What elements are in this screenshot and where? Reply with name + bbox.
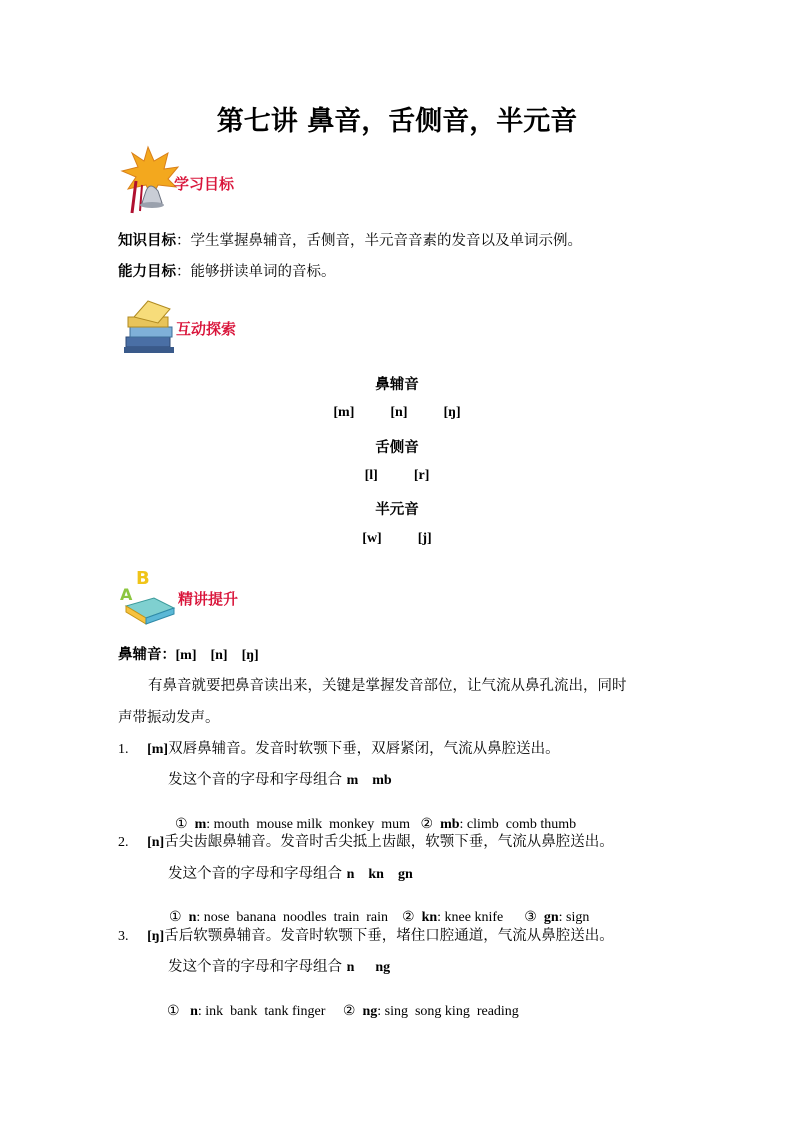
example-words: : mouth mouse milk monkey mum bbox=[206, 817, 411, 832]
example-mark: ② bbox=[342, 1004, 356, 1019]
letters-list: m mb bbox=[346, 773, 392, 788]
item-m bbox=[118, 737, 560, 758]
example-words: : sing song king reading bbox=[377, 1004, 519, 1019]
improve-banner bbox=[118, 562, 258, 632]
item-symbol: [n] bbox=[147, 835, 165, 850]
nasal-section-heading bbox=[118, 643, 259, 664]
lateral-heading: 舌侧音 bbox=[375, 439, 419, 456]
item-ng-letters bbox=[168, 955, 390, 976]
example-mark: ① bbox=[175, 817, 188, 832]
ability-goal-text: ：能够拼读单词的音标。 bbox=[176, 264, 336, 280]
example-words: : climb comb thumb bbox=[459, 817, 577, 832]
item-number: 2. bbox=[118, 835, 129, 850]
example-words: : ink bank tank finger bbox=[197, 1004, 326, 1019]
ability-goal-label: 能力目标 bbox=[118, 263, 176, 280]
improve-banner-label: 精讲提升 bbox=[178, 590, 239, 608]
goals-banner-label: 学习目标 bbox=[174, 175, 235, 193]
semivowel-symbol-j: [j] bbox=[417, 531, 432, 546]
example-words: : knee knife bbox=[437, 910, 504, 925]
example-key: n bbox=[190, 1004, 198, 1019]
knowledge-goal bbox=[118, 229, 582, 250]
semivowel-heading: 半元音 bbox=[375, 501, 419, 518]
letter-b-icon: B bbox=[136, 568, 150, 589]
letters-prefix: 发这个音的字母和字母组合 bbox=[168, 959, 342, 975]
nasal-symbol-m: [m] bbox=[333, 405, 355, 420]
item-n-letters bbox=[168, 862, 413, 883]
item-ng bbox=[118, 924, 614, 945]
explore-banner-label: 互动探索 bbox=[176, 320, 237, 338]
letter-a-icon: A bbox=[120, 585, 133, 604]
lateral-symbol-l: [l] bbox=[364, 468, 378, 483]
lateral-symbol-r: [r] bbox=[413, 468, 430, 483]
nasal-symbol-ng: [ŋ] bbox=[443, 405, 461, 420]
example-mark: ① bbox=[169, 910, 182, 925]
item-n-examples bbox=[162, 893, 589, 926]
item-ng-examples bbox=[160, 987, 519, 1020]
nasal-section-label: 鼻辅音 bbox=[118, 646, 162, 663]
knowledge-goal-text: ：学生掌握鼻辅音，舌侧音，半元音音素的发音以及单词示例。 bbox=[176, 233, 582, 249]
example-words: : sign bbox=[558, 910, 590, 925]
letters-list: n kn gn bbox=[346, 867, 413, 882]
example-key: kn bbox=[421, 910, 438, 925]
item-description: 双唇鼻辅音。发音时软颚下垂，双唇紧闭，气流从鼻腔送出。 bbox=[168, 741, 560, 757]
nasal-symbol-n: [n] bbox=[390, 405, 408, 420]
example-key: m bbox=[194, 817, 207, 832]
nasal-symbols bbox=[0, 405, 794, 421]
example-key: mb bbox=[440, 817, 460, 832]
intro-line-1: 有鼻音就要把鼻音读出来，关键是掌握发音部位，让气流从鼻孔流出，同时 bbox=[148, 678, 627, 694]
example-words: : nose banana noodles train rain bbox=[196, 910, 389, 925]
letters-prefix: 发这个音的字母和字母组合 bbox=[168, 772, 342, 788]
explore-banner bbox=[118, 293, 258, 363]
item-number: 3. bbox=[118, 929, 129, 944]
goals-banner bbox=[118, 145, 258, 215]
letters-list: n ng bbox=[346, 960, 391, 975]
item-m-examples bbox=[168, 800, 576, 833]
item-description: 舌后软颚鼻辅音。发音时软颚下垂，堵住口腔通道，气流从鼻腔送出。 bbox=[164, 928, 614, 944]
example-key: n bbox=[188, 910, 197, 925]
item-symbol: [ŋ] bbox=[147, 929, 165, 944]
item-number: 1. bbox=[118, 742, 129, 757]
item-n bbox=[118, 830, 614, 851]
item-symbol: [m] bbox=[147, 742, 169, 757]
example-mark: ③ bbox=[524, 910, 537, 925]
example-mark: ② bbox=[420, 817, 434, 832]
item-description: 舌尖齿龈鼻辅音。发音时舌尖抵上齿龈，软颚下垂，气流从鼻腔送出。 bbox=[164, 834, 614, 850]
example-key: ng bbox=[362, 1004, 378, 1019]
semivowel-symbol-w: [w] bbox=[362, 531, 382, 546]
example-mark: ② bbox=[402, 910, 415, 925]
letters-prefix: 发这个音的字母和字母组合 bbox=[168, 866, 342, 882]
item-m-letters bbox=[168, 768, 392, 789]
intro-line-2: 声带振动发声。 bbox=[118, 710, 220, 726]
nasal-heading: 鼻辅音 bbox=[375, 376, 419, 393]
lateral-symbols bbox=[0, 468, 794, 484]
nasal-section-symbols: ：[m] [n] [ŋ] bbox=[161, 648, 259, 663]
ability-goal bbox=[118, 260, 336, 281]
knowledge-goal-label: 知识目标 bbox=[118, 232, 176, 249]
semivowel-symbols bbox=[0, 531, 794, 547]
example-key: gn bbox=[543, 910, 559, 925]
page-title: 第七讲 鼻音，舌侧音，半元音 bbox=[216, 106, 578, 137]
example-mark: ① bbox=[167, 1004, 180, 1019]
